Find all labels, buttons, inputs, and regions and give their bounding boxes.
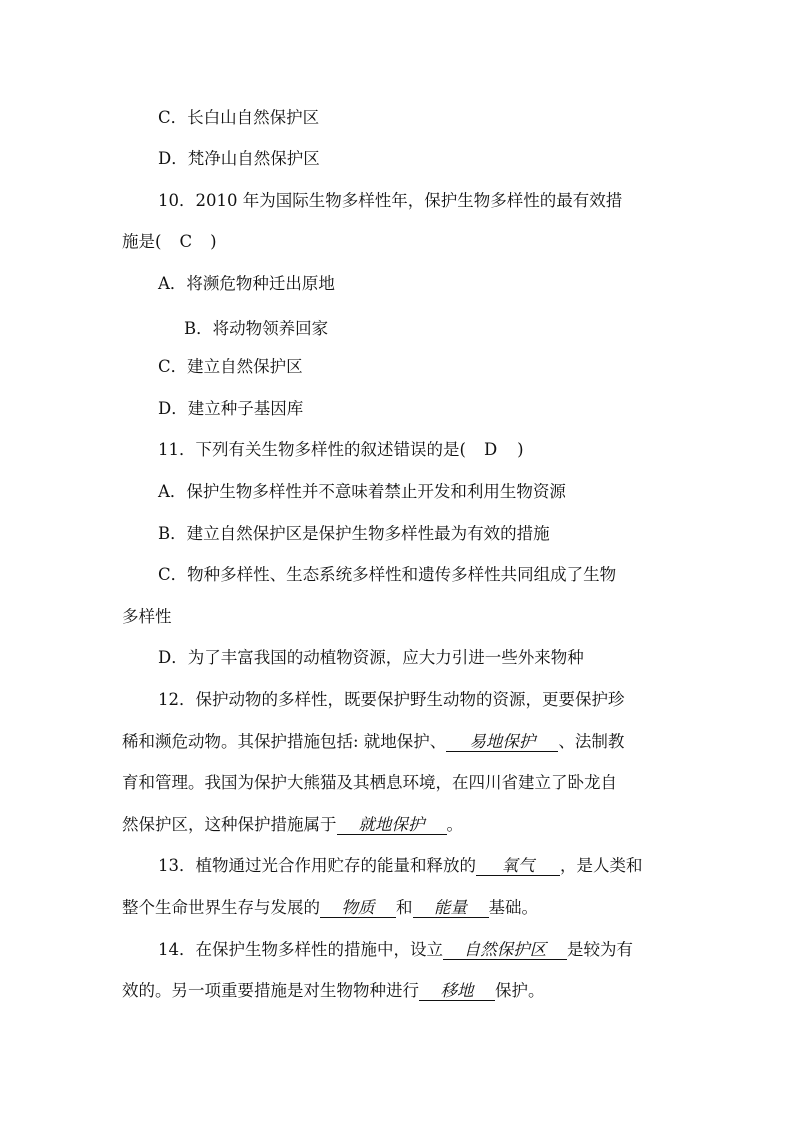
q9-option-d: D．梵净山自然保护区 [158,149,320,168]
fill-in-blank: 自然保护区 [443,940,567,960]
q10-option-d: D．建立种子基因库 [158,399,304,418]
q13-line-2-mid: 和 [396,898,413,917]
q12-line-3: 育和管理。我国为保护大熊猫及其栖息环境，在四川省建立了卧龙自 [122,773,617,792]
q12-line-4 [122,815,794,835]
q11-option-b: B．建立自然保护区是保护生物多样性最为有效的措施 [158,524,550,543]
q11-option-a: A．保护生物多样性并不意味着禁止开发和利用生物资源 [158,482,566,501]
q10-option-c: C．建立自然保护区 [158,357,303,376]
q10-option-b: B．将动物领养回家 [184,319,329,338]
q10-stem-prefix: 施是( [122,232,162,251]
q13-line-1-suffix: ，是人类和 [560,856,643,875]
q11-answer: D [483,440,498,459]
q10-stem-line-2 [122,232,794,252]
q12-line-4-prefix: 然保护区，这种保护措施属于 [122,815,337,834]
fill-in-blank: 能量 [413,898,489,918]
fill-in-blank: 物质 [320,898,396,918]
q10-answer: C [179,232,193,251]
q11-stem [158,440,794,460]
q10-option-a: A．将濒危物种迁出原地 [158,274,335,293]
q10-stem-suffix: ) [210,232,217,251]
fill-in-blank: 就地保护 [337,815,447,835]
q12-line-2-prefix: 稀和濒危动物。其保护措施包括: 就地保护、 [122,732,447,751]
q12-line-2-suffix: 、法制教 [558,732,625,751]
q11-option-d: D．为了丰富我国的动植物资源，应大力引进一些外来物种 [158,648,584,667]
q14-line-2-prefix: 效的。另一项重要措施是对生物物种进行 [122,981,419,1000]
fill-in-blank: 易地保护 [446,732,558,752]
q14-line-2 [122,981,794,1001]
q11-stem-suffix: ) [517,440,524,459]
q12-line-1: 12．保护动物的多样性，既要保护野生动物的资源，更要保护珍 [158,690,625,709]
q13-line-2-suffix: 基础。 [488,898,538,917]
q12-line-4-suffix: 。 [446,815,463,834]
q11-stem-prefix: 11．下列有关生物多样性的叙述错误的是( [158,440,466,459]
q14-line-1 [158,940,794,960]
q13-line-2 [122,898,794,918]
q12-line-2 [122,732,794,752]
q13-line-1 [158,856,794,876]
q14-line-1-suffix: 是较为有 [567,940,633,959]
q9-option-c: C．长白山自然保护区 [158,108,320,127]
fill-in-blank: 氧气 [476,856,560,876]
q10-stem-line-1: 10．2010 年为国际生物多样性年，保护生物多样性的最有效措 [158,191,623,210]
q11-option-c-line-1: C．物种多样性、生态系统多样性和遗传多样性共同组成了生物 [158,565,617,584]
q14-line-2-suffix: 保护。 [495,981,545,1000]
q11-option-c-line-2: 多样性 [122,607,172,626]
q14-line-1-prefix: 14．在保护生物多样性的措施中，设立 [158,940,443,959]
q13-line-1-prefix: 13．植物通过光合作用贮存的能量和释放的 [158,856,476,875]
fill-in-blank: 移地 [419,981,495,1001]
q13-line-2-prefix: 整个生命世界生存与发展的 [122,898,320,917]
